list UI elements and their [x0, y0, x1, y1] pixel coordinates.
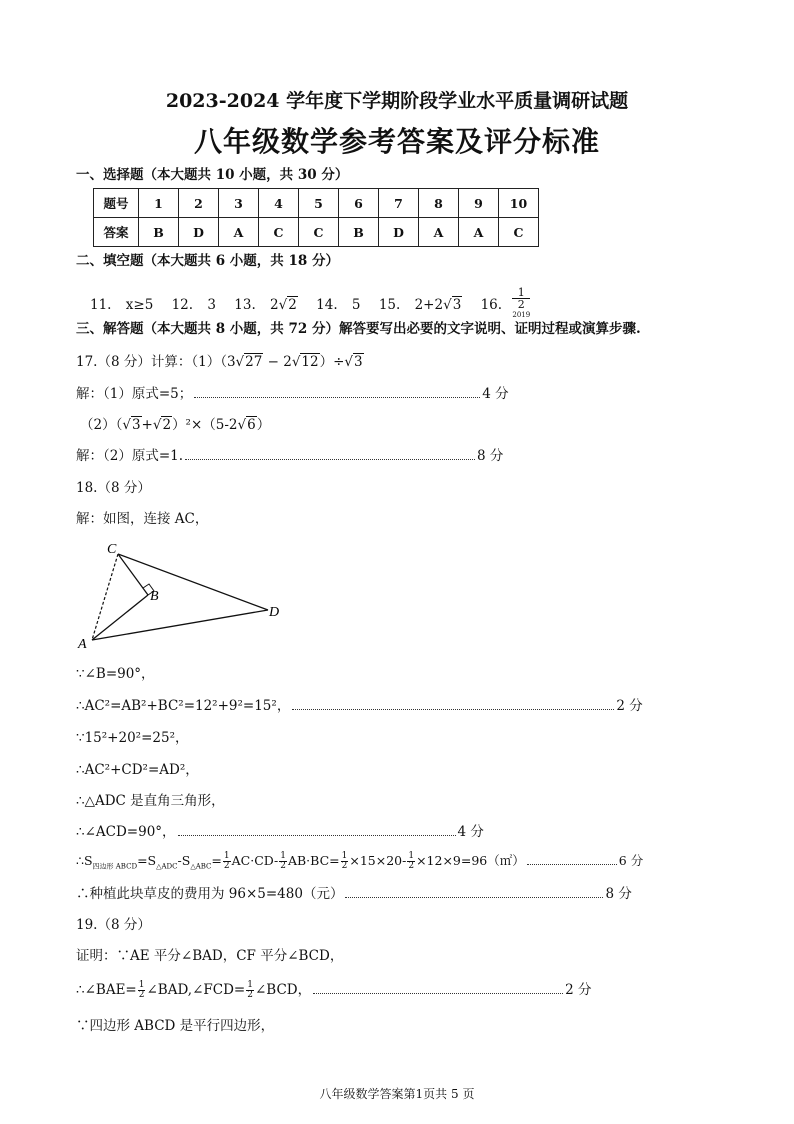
q17-solution-1: 解：（1）原式=5； 4 分 — [76, 386, 509, 402]
q19-heading: 19.（8 分） — [76, 917, 151, 933]
q12-number: 12. — [171, 296, 194, 313]
table-row — [94, 218, 539, 247]
page-footer: 八年级数学答案第1页共 5 页 — [319, 1087, 475, 1101]
q11-number: 11. — [90, 296, 112, 313]
segment-ba — [92, 595, 148, 640]
q13-number: 13. — [234, 296, 256, 313]
q18-step-1: ∵∠B=90°， — [76, 666, 155, 682]
q18-step-3: ∵15²+20²=25²， — [76, 730, 189, 746]
question-number: 6 — [339, 189, 379, 218]
answer-cell: D — [179, 218, 219, 247]
question-number: 1 — [139, 189, 179, 218]
segment-ad — [92, 610, 268, 640]
q18-intro: 解：如图，连接 AC， — [76, 511, 209, 527]
q13-answer: 2√2 — [270, 296, 297, 313]
question-number: 5 — [299, 189, 339, 218]
section3-heading: 三、解答题（本大题共 8 小题，共 72 分）解答要写出必要的文字说明、证明过程或演算步骤. — [76, 321, 641, 337]
question-number: 7 — [379, 189, 419, 218]
question-number: 3 — [219, 189, 259, 218]
score: 8 分 — [605, 886, 632, 902]
answer-cell: A — [419, 218, 459, 247]
label-c: C — [107, 542, 117, 557]
label-a: A — [78, 637, 87, 652]
q18-step-4: ∴AC²+CD²=AD²， — [76, 762, 199, 778]
answer-cell: C — [299, 218, 339, 247]
score: 8 分 — [477, 448, 504, 464]
q15-number: 15. — [378, 296, 401, 313]
question-number: 4 — [259, 189, 299, 218]
section2-heading: 二、填空题（本大题共 6 小题，共 18 分） — [76, 253, 339, 269]
label-d: D — [269, 605, 280, 620]
label-b: B — [150, 589, 159, 604]
exam-title: 2023-2024 学年度下学期阶段学业水平质量调研试题 — [165, 90, 629, 112]
answer-cell: B — [339, 218, 379, 247]
answer-cell: C — [259, 218, 299, 247]
fill-in-answers — [90, 287, 531, 324]
question-number: 9 — [459, 189, 499, 218]
table-header-cell: 答案 — [94, 218, 139, 247]
q14-number: 14. — [316, 296, 338, 313]
score: 2 分 — [616, 698, 643, 714]
q14-answer: 5 — [351, 296, 361, 313]
q15-answer: 2+2√3 — [414, 296, 462, 313]
q18-step-5: ∴△ADC 是直角三角形， — [76, 793, 225, 809]
q16-answer: 1 2 $^{2019}$ — [512, 286, 531, 319]
question-number: 8 — [419, 189, 459, 218]
q17-problem-2: （2）（√3+√2）²×（5-2√6） — [80, 417, 271, 433]
quadrilateral-figure — [70, 538, 300, 653]
table-row — [94, 189, 539, 218]
q17-problem: 17.（8 分）计算：（1）（3√27 − 2√12）÷√3 — [76, 354, 363, 370]
score: 2 分 — [565, 982, 592, 998]
answer-key-title: 八年级数学参考答案及评分标准 — [193, 125, 600, 158]
q18-step-6: ∴∠ACD=90°， 4 分 — [76, 824, 484, 840]
q11-answer: x≥5 — [125, 296, 154, 313]
q19-step-1: 证明：∵AE 平分∠BAD，CF 平分∠BCD， — [76, 948, 344, 964]
answer-cell: B — [139, 218, 179, 247]
q18-step-8: ∴种植此块草皮的费用为 96×5=480（元） 8 分 — [76, 886, 632, 902]
q18-step-7: $\therefore S_{四边形 ABCD}=S_{\triangle ADC}-S_{\triangle ABC}=$ $\frac{1}{2}$ AC·CD- $\frac{1}{2}$ AB·BC= $\frac{1}{2}$ ×15×20- $\frac{1}{2}$ ×12×9=96（㎡） 6 分 — [76, 851, 644, 871]
q12-answer: 3 — [207, 296, 216, 313]
score: 4 分 — [457, 824, 484, 840]
q18-heading: 18.（8 分） — [76, 480, 151, 496]
answer-cell: A — [459, 218, 499, 247]
q16-number: 16. — [480, 296, 503, 313]
question-number: 2 — [179, 189, 219, 218]
segment-ac — [92, 554, 118, 640]
q19-step-3: ∵四边形 ABCD 是平行四边形， — [76, 1018, 275, 1034]
q17-solution-2: 解：（2）原式=1. 8 分 — [76, 448, 504, 464]
q19-step-2: ∴∠BAE= $\frac{1}{2}$ ∠BAD,∠FCD= $\frac{1}{2}$ ∠BCD， 2 分 — [76, 980, 592, 1000]
choice-answer-table — [93, 188, 539, 247]
score: 4 分 — [482, 386, 509, 402]
section1-heading: 一、选择题（本大题共 10 小题，共 30 分） — [76, 167, 349, 183]
q18-step-2: ∴AC²=AB²+BC²=12²+9²=15²， 2 分 — [76, 698, 643, 714]
answer-cell: D — [379, 218, 419, 247]
question-number: 10 — [499, 189, 539, 218]
answer-cell: C — [499, 218, 539, 247]
score: 6 分 — [618, 853, 644, 868]
table-header-cell: 题号 — [94, 189, 139, 218]
answer-cell: A — [219, 218, 259, 247]
